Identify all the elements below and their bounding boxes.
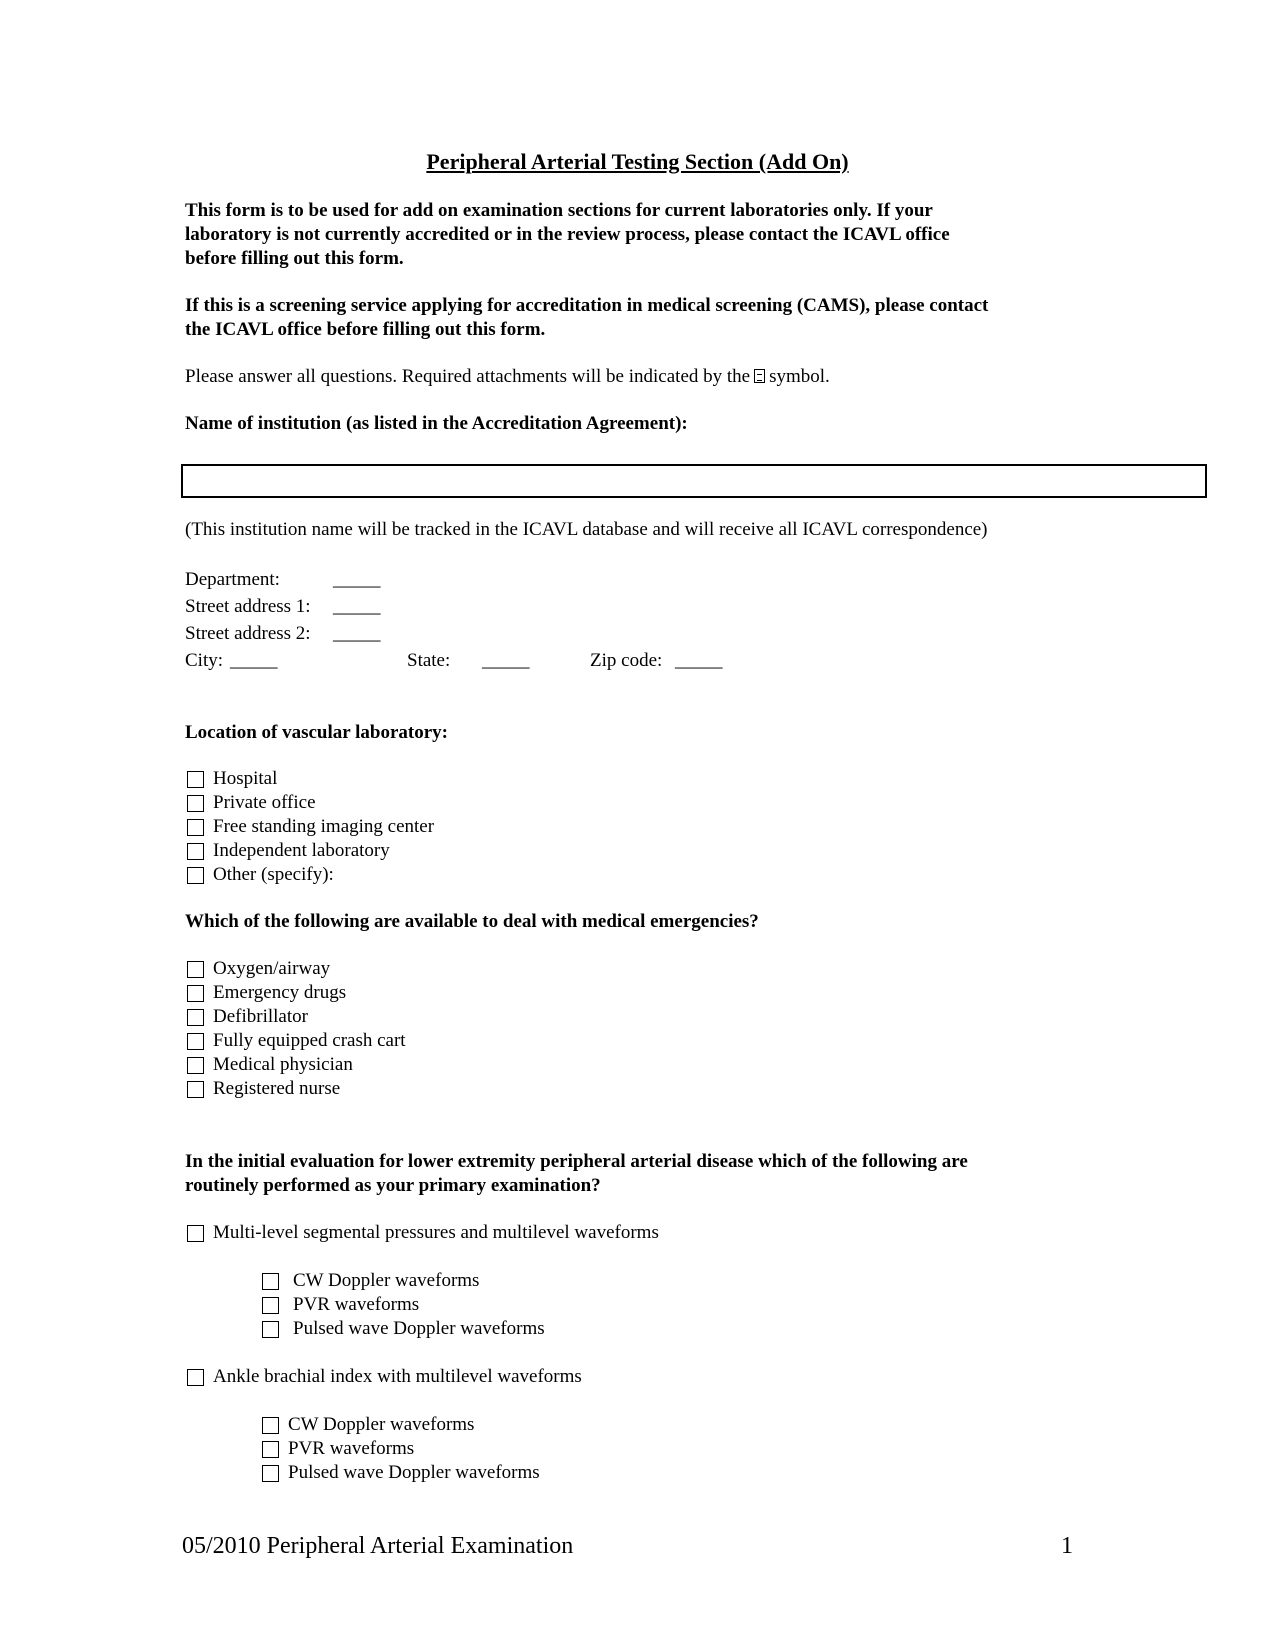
option-label: CW Doppler waveforms [293,1270,480,1291]
checkbox[interactable] [262,1321,279,1338]
evaluation-line: routinely performed as your primary examination? [185,1175,601,1196]
option-label: CW Doppler waveforms [288,1414,475,1435]
street-address-1-label: Street address 1: [185,596,311,617]
zip-code-field[interactable]: _____ [675,650,723,671]
checkbox[interactable] [187,843,204,860]
emergency-option-drugs[interactable] [187,982,346,1004]
option-label: Medical physician [213,1054,353,1075]
checkbox[interactable] [187,795,204,812]
checkbox[interactable] [187,985,204,1002]
option-label: Hospital [213,768,278,789]
checkbox[interactable] [187,1009,204,1026]
option-label: Free standing imaging center [213,816,435,837]
checkbox[interactable] [187,1369,204,1386]
instructions-text-before: Please answer all questions. Required attachments will be indicated by the [185,366,751,387]
location-label: Location of vascular laboratory: [185,722,448,743]
emergency-option-nurse[interactable] [187,1078,340,1100]
institution-label: Name of institution (as listed in the Accreditation Agreement): [185,413,688,434]
emergency-option-defibrillator[interactable] [187,1006,308,1028]
option-label: PVR waveforms [293,1294,420,1315]
option-label: Fully equipped crash cart [213,1030,406,1051]
attachment-document-icon [754,369,765,383]
page-number: 1 [1061,1533,1073,1559]
location-option-other[interactable] [187,864,334,886]
checkbox[interactable] [187,1057,204,1074]
segmental-pvr-option[interactable] [262,1294,419,1316]
street-address-2-label: Street address 2: [185,623,311,644]
checkbox[interactable] [187,819,204,836]
emergencies-label: Which of the following are available to deal with medical emergencies? [185,911,759,932]
footer-title: 05/2010 Peripheral Arterial Examination [182,1533,574,1559]
option-label: Oxygen/airway [213,958,331,979]
abi-cw-doppler-option[interactable] [262,1414,474,1436]
zip-code-label: Zip code: [590,650,663,671]
option-label: Defibrillator [213,1006,308,1027]
department-field[interactable]: _____ [333,569,381,590]
segmental-cw-doppler-option[interactable] [262,1270,479,1292]
checkbox[interactable] [187,961,204,978]
intro-line: laboratory is not currently accredited or in the review process, please contact the ICAVL office [185,224,950,245]
option-label: PVR waveforms [288,1438,415,1459]
option-label: Private office [213,792,316,813]
state-label: State: [407,650,451,671]
location-option-independent-laboratory[interactable] [187,840,390,862]
option-label: Multi-level segmental pressures and multilevel waveforms [213,1222,659,1243]
location-option-private-office[interactable] [187,792,316,814]
checkbox[interactable] [262,1297,279,1314]
intro-line: This form is to be used for add on examination sections for current laboratories only. If your [185,200,933,221]
checkbox[interactable] [187,771,204,788]
instructions-text [185,366,830,389]
checkbox[interactable] [187,867,204,884]
option-label: Pulsed wave Doppler waveforms [293,1318,545,1339]
emergency-option-physician[interactable] [187,1054,353,1076]
intro-paragraph [185,199,1085,271]
street-address-1-field[interactable]: _____ [333,596,381,617]
checkbox[interactable] [262,1441,279,1458]
checkbox[interactable] [187,1081,204,1098]
street-address-2-field[interactable]: _____ [333,623,381,644]
abi-pulsed-doppler-option[interactable] [262,1462,540,1484]
intro-line: before filling out this form. [185,248,404,269]
option-label: Independent laboratory [213,840,390,861]
evaluation-line: In the initial evaluation for lower extremity peripheral arterial disease which of the following are [185,1151,968,1172]
emergency-option-crash-cart[interactable] [187,1030,406,1052]
location-option-hospital[interactable] [187,768,277,790]
screening-line: If this is a screening service applying for accreditation in medical screening (CAMS), please contact [185,295,989,316]
checkbox[interactable] [187,1225,204,1242]
city-label: City: [185,650,224,671]
abi-pvr-option[interactable] [262,1438,414,1460]
screening-paragraph [185,294,1085,342]
location-option-imaging-center[interactable] [187,816,434,838]
option-label: Ankle brachial index with multilevel waveforms [213,1366,582,1387]
screening-line: the ICAVL office before filling out this form. [185,319,546,340]
option-label: Emergency drugs [213,982,347,1003]
checkbox[interactable] [262,1273,279,1290]
institution-name-field[interactable] [181,464,1207,498]
segmental-pressures-option[interactable] [187,1222,659,1244]
option-label: Pulsed wave Doppler waveforms [288,1462,540,1483]
checkbox[interactable] [262,1417,279,1434]
page-title: Peripheral Arterial Testing Section (Add On) [426,149,849,174]
evaluation-question [185,1150,1085,1198]
state-field[interactable]: _____ [482,650,530,671]
option-label: Registered nurse [213,1078,341,1099]
ankle-brachial-option[interactable] [187,1366,582,1388]
segmental-pulsed-doppler-option[interactable] [262,1318,545,1340]
checkbox[interactable] [262,1465,279,1482]
checkbox[interactable] [187,1033,204,1050]
instructions-text-after: symbol. [769,366,830,387]
institution-note: (This institution name will be tracked in the ICAVL database and will receive all ICAVL correspondence) [185,519,988,540]
city-field[interactable]: _____ [230,650,278,671]
emergency-option-oxygen[interactable] [187,958,330,980]
department-label: Department: [185,569,280,590]
option-label: Other (specify): [213,864,334,885]
